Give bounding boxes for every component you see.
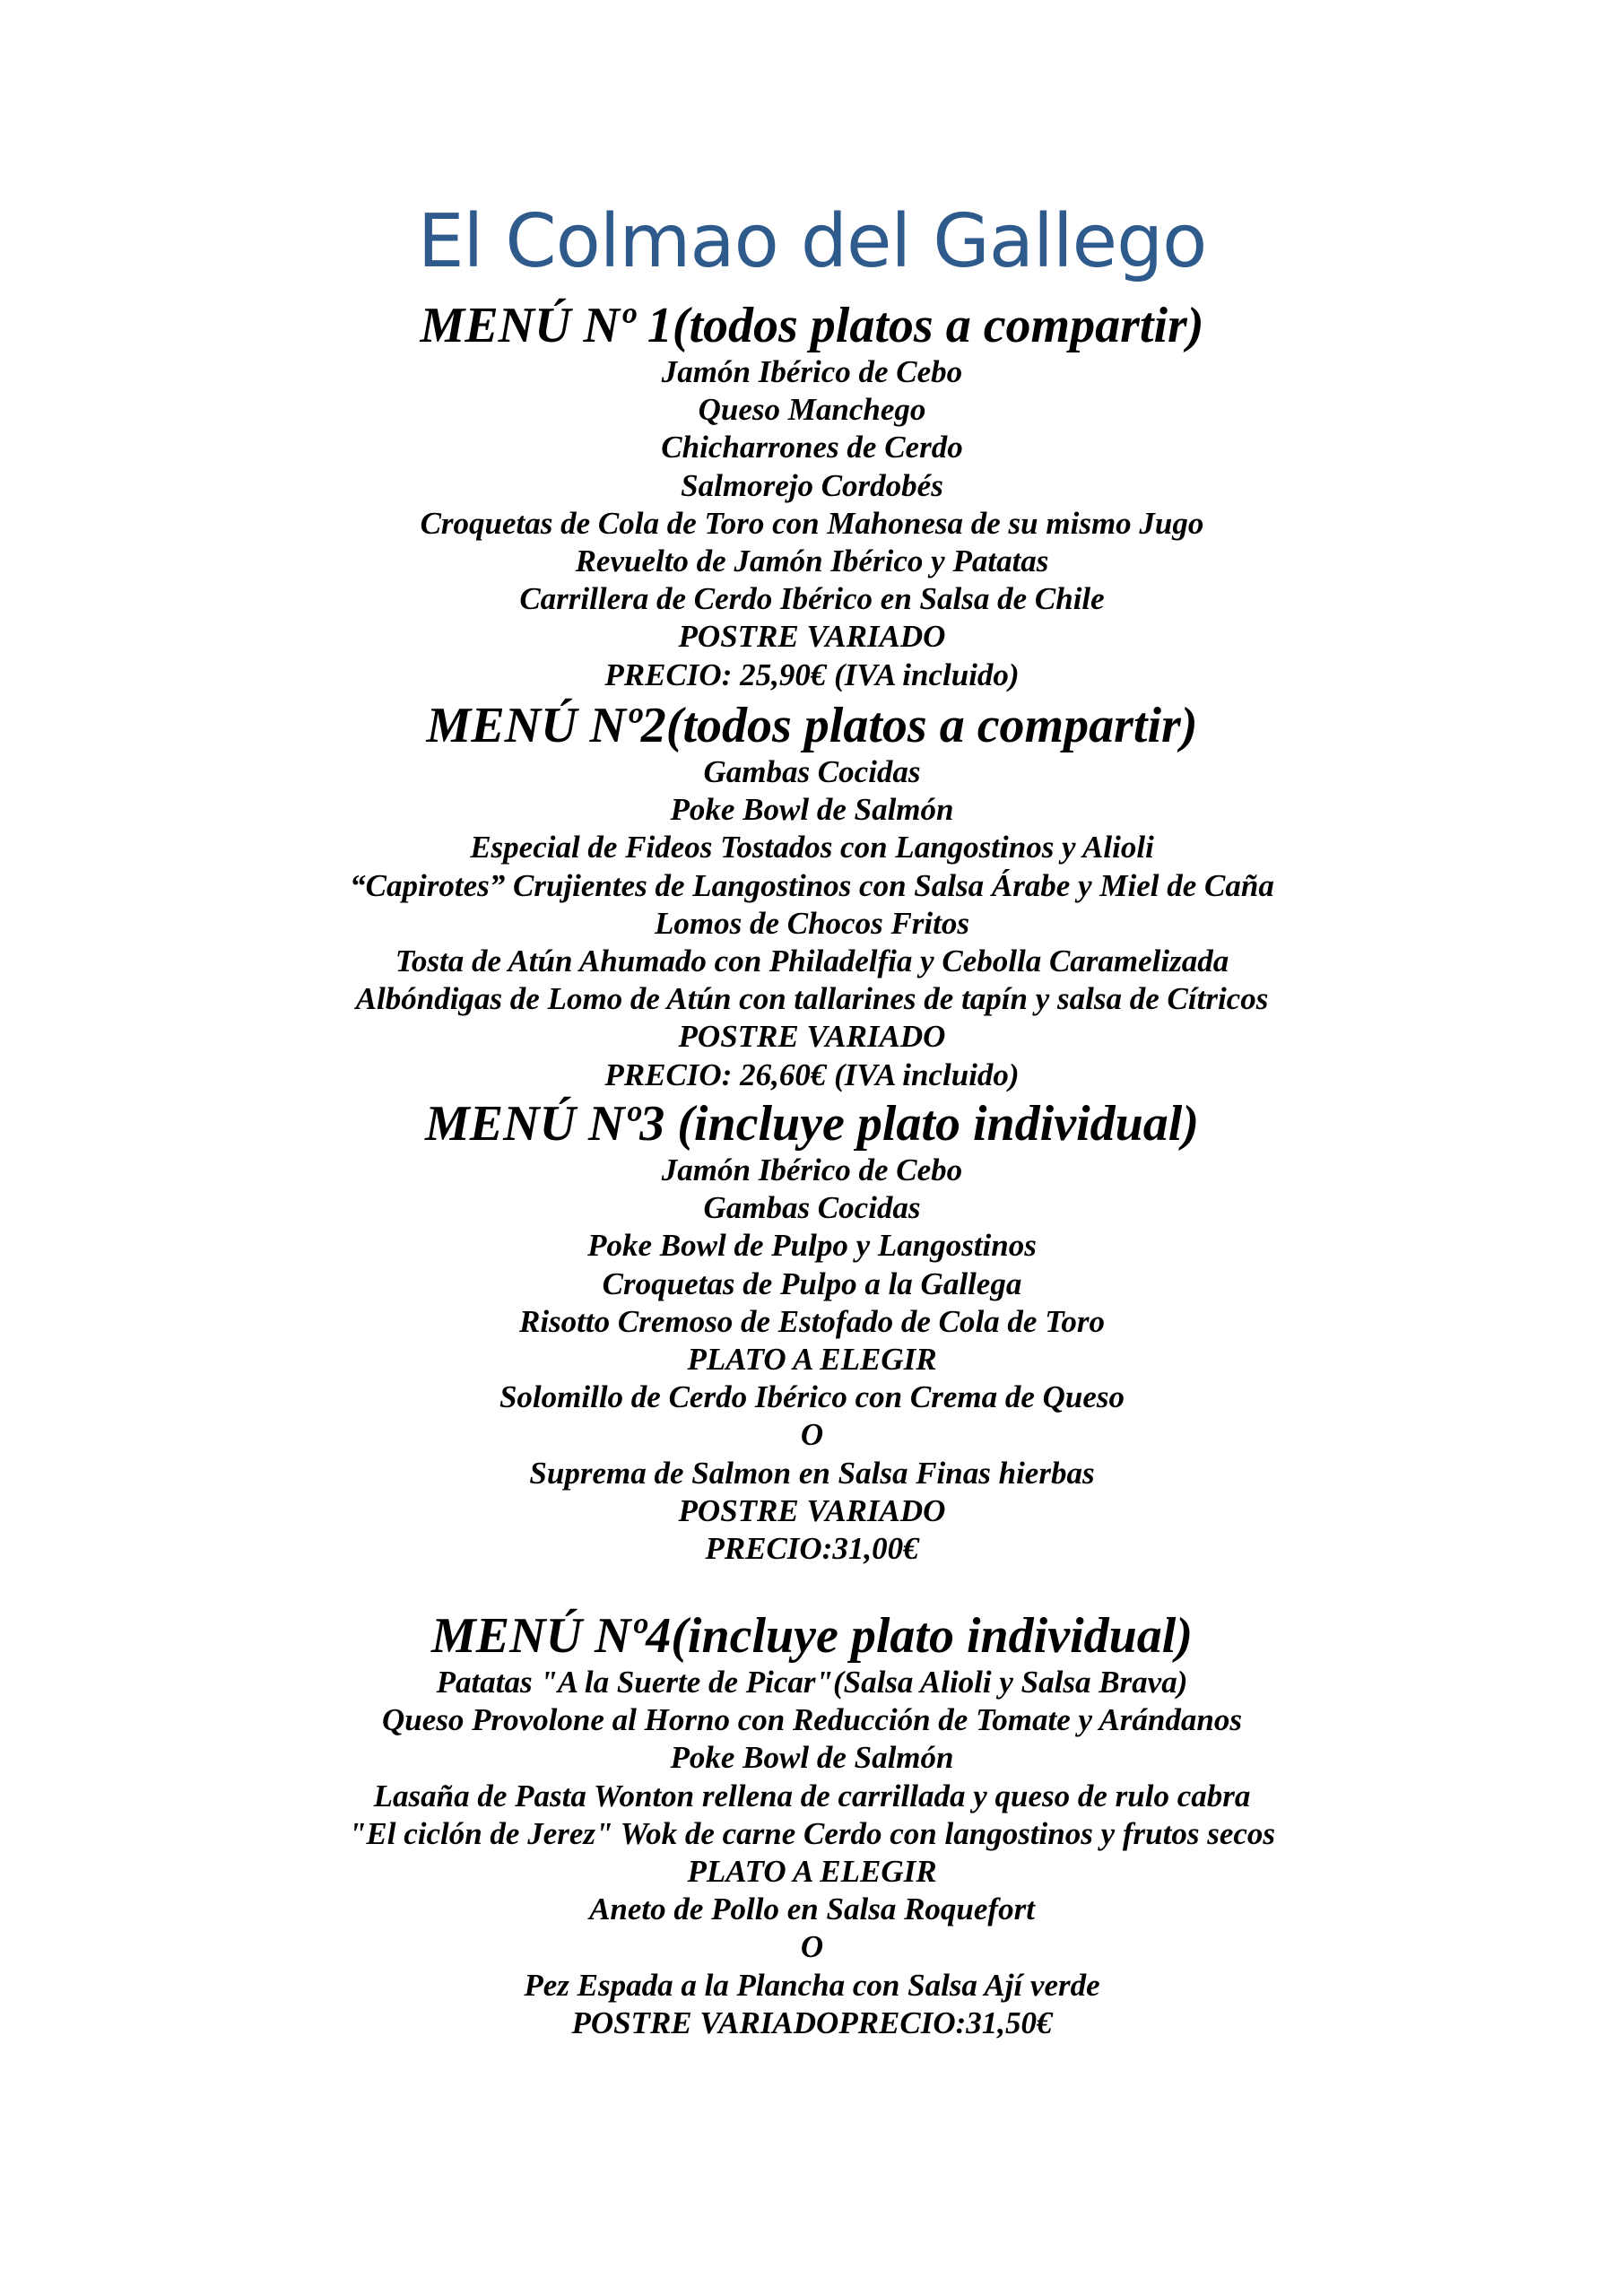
menu-item: Pez Espada a la Plancha con Salsa Ají verde bbox=[524, 1967, 1100, 2003]
menu-item-list bbox=[0, 1152, 1624, 1568]
menu-item: Poke Bowl de Pulpo y Langostinos bbox=[587, 1228, 1037, 1264]
restaurant-name: El Colmao del Gallego bbox=[417, 199, 1207, 284]
menu-item: Suprema de Salmon en Salsa Finas hierbas bbox=[529, 1455, 1095, 1491]
price-line: PRECIO: 25,90€ (IVA incluido) bbox=[604, 657, 1020, 692]
menu-item: Chicharrones de Cerdo bbox=[661, 430, 963, 465]
menu-heading: MENÚ Nº4(incluye plato individual) bbox=[430, 1608, 1194, 1664]
choice-separator: O bbox=[800, 1929, 824, 1965]
menu-item: Carrillera de Cerdo Ibérico en Salsa de Chile bbox=[519, 581, 1105, 617]
menu-item: Queso Provolone al Horno con Reducción de Tomate y Arándanos bbox=[382, 1702, 1242, 1738]
menu-section-2 bbox=[0, 698, 1624, 1094]
menu-item: Poke Bowl de Salmón bbox=[670, 792, 954, 828]
menu-item-list bbox=[0, 753, 1624, 1094]
menu-item: Poke Bowl de Salmón bbox=[670, 1740, 954, 1776]
menu-item: Gambas Cocidas bbox=[703, 754, 921, 789]
menu-item: Especial de Fideos Tostados con Langostinos y Alioli bbox=[470, 830, 1154, 865]
menu-item: Risotto Cremoso de Estofado de Cola de Toro bbox=[518, 1303, 1106, 1339]
choice-heading: PLATO A ELEGIR bbox=[687, 1854, 937, 1890]
choice-separator: O bbox=[800, 1417, 824, 1453]
price-line: PRECIO: 26,60€ (IVA incluido) bbox=[604, 1057, 1020, 1092]
menu-item: Albóndigas de Lomo de Atún con tallarines de tapín y salsa de Cítricos bbox=[355, 981, 1269, 1017]
menu-item: “Capirotes” Crujientes de Langostinos con Salsa Árabe y Miel de Caña bbox=[350, 867, 1274, 903]
menu-item: Lomos de Chocos Fritos bbox=[654, 905, 969, 941]
choice-heading: PLATO A ELEGIR bbox=[687, 1342, 937, 1378]
price-line: PRECIO:31,00€ bbox=[705, 1531, 919, 1567]
menu-item: Tosta de Atún Ahumado con Philadelfia y Cebolla Caramelizada bbox=[395, 944, 1229, 979]
menu-item: Croquetas de Pulpo a la Gallega bbox=[602, 1265, 1022, 1301]
menu-item: Solomillo de Cerdo Ibérico con Crema de Queso bbox=[499, 1379, 1125, 1415]
menu-item: "El ciclón de Jerez" Wok de carne Cerdo con langostinos y frutos secos bbox=[348, 1815, 1276, 1851]
menu-item: Patatas "A la Suerte de Picar"(Salsa Alioli y Salsa Brava) bbox=[436, 1665, 1188, 1700]
menu-item-list bbox=[0, 353, 1624, 694]
dessert-price-line: POSTRE VARIADOPRECIO:31,50€ bbox=[571, 2005, 1053, 2040]
menu-item: Jamón Ibérico de Cebo bbox=[661, 1152, 963, 1187]
menu-item: Aneto de Pollo en Salsa Roquefort bbox=[589, 1892, 1035, 1927]
menu-item: Lasaña de Pasta Wonton rellena de carrillada y queso de rulo cabra bbox=[373, 1778, 1251, 1813]
dessert-line: POSTRE VARIADO bbox=[678, 619, 946, 655]
menu-item: Salmorejo Cordobés bbox=[681, 467, 943, 503]
menu-section-4 bbox=[0, 1608, 1624, 2042]
menu-item: Revuelto de Jamón Ibérico y Patatas bbox=[575, 544, 1049, 579]
dessert-line: POSTRE VARIADO bbox=[678, 1492, 946, 1528]
menu-item: Queso Manchego bbox=[698, 392, 926, 428]
menu-heading: MENÚ Nº 1(todos platos a compartir) bbox=[420, 298, 1204, 353]
menu-item: Croquetas de Cola de Toro con Mahonesa de su mismo Jugo bbox=[420, 505, 1204, 541]
menu-item-list bbox=[0, 1664, 1624, 2042]
menu-heading: MENÚ Nº2(todos platos a compartir) bbox=[426, 698, 1198, 753]
menu-item: Gambas Cocidas bbox=[703, 1190, 921, 1226]
menu-section-3 bbox=[0, 1096, 1624, 1568]
dessert-line: POSTRE VARIADO bbox=[678, 1019, 946, 1055]
menu-heading: MENÚ Nº3 (incluye plato individual) bbox=[424, 1096, 1200, 1152]
menu-item: Jamón Ibérico de Cebo bbox=[661, 354, 963, 389]
menu-section-1 bbox=[0, 298, 1624, 694]
